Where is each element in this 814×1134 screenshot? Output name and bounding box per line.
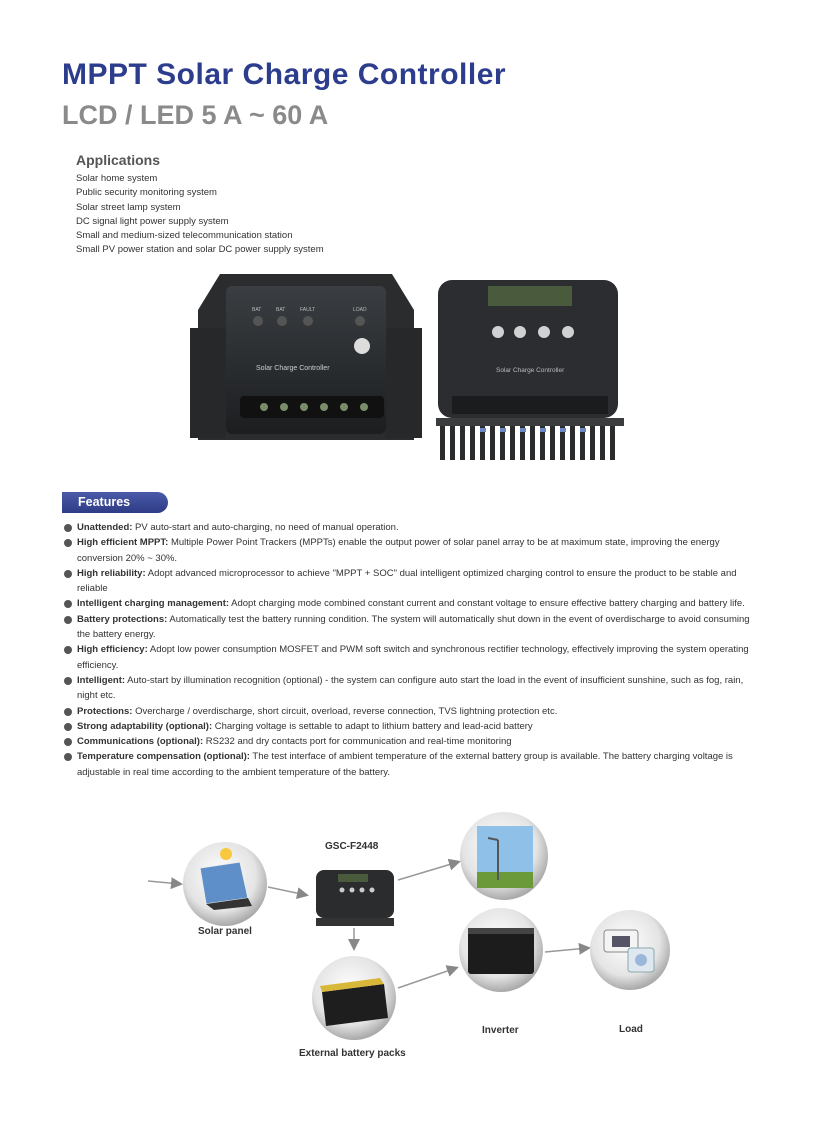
feature-label: Intelligent charging management: (77, 598, 230, 610)
list-item (64, 642, 754, 673)
controller-node (316, 870, 394, 926)
feature-label: Strong adaptability (optional): (77, 720, 213, 732)
feature-label: Temperature compensation (optional): (77, 751, 250, 763)
applications-section (76, 152, 324, 258)
features-list (64, 520, 754, 780)
page-title: MPPT Solar Charge Controller (62, 58, 507, 91)
feature-text: Multiple Power Point Trackers (MPPTs) enable the output power of solar panel array to be at maximum state, improving the energy conversion 20% ~ 30%. (77, 537, 720, 564)
street-light-node (460, 812, 548, 900)
feature-text: Automatically test the battery running condition. The system will automatically shut down in the event of overdischarge to avoid consuming the battery energy. (77, 613, 750, 641)
indicator-label: BAT (276, 307, 286, 313)
list-item (64, 749, 754, 780)
list-item: Small and medium-sized telecommunication station (76, 230, 293, 242)
feature-label: Communications (optional): (77, 736, 204, 748)
feature-label: High reliability: (77, 567, 146, 579)
features-banner (62, 492, 168, 513)
inverter-to-load-arrow (545, 948, 588, 952)
load-node (590, 910, 670, 990)
panel-text: Solar Charge Controller (256, 365, 330, 372)
list-item (64, 704, 754, 719)
list-item (64, 596, 754, 611)
list-item: Solar street lamp system (76, 201, 181, 213)
battery-label: External battery packs (299, 1048, 406, 1059)
feature-label: High efficiency: (77, 644, 148, 656)
features-heading: Features (78, 495, 131, 509)
system-diagram (0, 800, 814, 1070)
solar-panel-node (183, 842, 267, 926)
feature-label: High efficient MPPT: (77, 537, 169, 549)
feature-text: RS232 and dry contacts port for communication and real-time monitoring (203, 736, 512, 748)
inverter-label: Inverter (482, 1025, 519, 1036)
controller-to-light-arrow (398, 862, 458, 880)
list-item (64, 535, 754, 566)
feature-label: Battery protections: (77, 613, 168, 625)
sun-icon (220, 848, 232, 860)
list-item: Solar home system (76, 173, 158, 184)
list-item (64, 520, 754, 535)
panel-text: Solar Charge Controller (496, 367, 565, 374)
applications-list (76, 172, 324, 258)
battery-node (312, 956, 396, 1040)
led-controller-photo (190, 268, 422, 448)
applications-heading: Applications (76, 152, 161, 168)
page-subtitle: LCD / LED 5 A ~ 60 A (62, 100, 329, 130)
feature-text: Overcharge / overdischarge, short circuit, overload, reverse connection, TVS lightning protection etc. (132, 705, 558, 717)
feature-text: Adopt charging mode combined constant current and constant voltage to ensure effective battery charging and battery life. (229, 598, 745, 610)
input-arrow (148, 881, 180, 884)
list-item: DC signal light power supply system (76, 215, 229, 227)
controller-label: GSC-F2448 (325, 841, 379, 852)
list-item (64, 612, 754, 643)
lcd-controller-photo (432, 272, 632, 464)
feature-text: Adopt advanced microprocessor to achieve "MPPT + SOC" dual intelligent optimized charging control to ensure the product to be stable and reliable (77, 567, 737, 595)
feature-label: Intelligent: (77, 674, 126, 686)
list-item: Public security monitoring system (76, 187, 217, 199)
inverter-node (459, 908, 543, 992)
load-label: Load (619, 1024, 643, 1035)
indicator-label: FAULT (300, 307, 316, 313)
list-item (64, 566, 754, 597)
feature-text: Adopt low power consumption MOSFET and PWM soft switch and synchronous rectifier technology, effectively improving the system operating efficiency. (77, 644, 749, 671)
feature-label: Unattended: (77, 522, 133, 533)
indicator-label: BAT (252, 307, 262, 313)
solar-to-controller-arrow (268, 887, 306, 895)
list-item (64, 734, 754, 749)
feature-text: Charging voltage is settable to adapt to lithium battery and lead-acid battery (212, 720, 533, 732)
feature-text: The test interface of ambient temperature of the external battery group is available. The battery charging voltage is adjustable in real time according to the ambient temperature of the battery. (77, 751, 733, 778)
feature-text: Auto-start by illumination recognition (optional) - the system can configure auto start the load in the event of insufficient sunshine, such as fog, rain, night etc. (77, 674, 744, 702)
list-item (64, 673, 754, 704)
feature-label: Protections: (77, 705, 133, 717)
solar-panel-label: Solar panel (198, 926, 252, 937)
battery-to-inverter-arrow (398, 968, 456, 988)
feature-text: PV auto-start and auto-charging, no need of manual operation. (132, 522, 399, 533)
indicator-label: LOAD (353, 307, 367, 313)
list-item: Small PV power station and solar DC power supply system (76, 244, 324, 256)
list-item (64, 719, 754, 734)
